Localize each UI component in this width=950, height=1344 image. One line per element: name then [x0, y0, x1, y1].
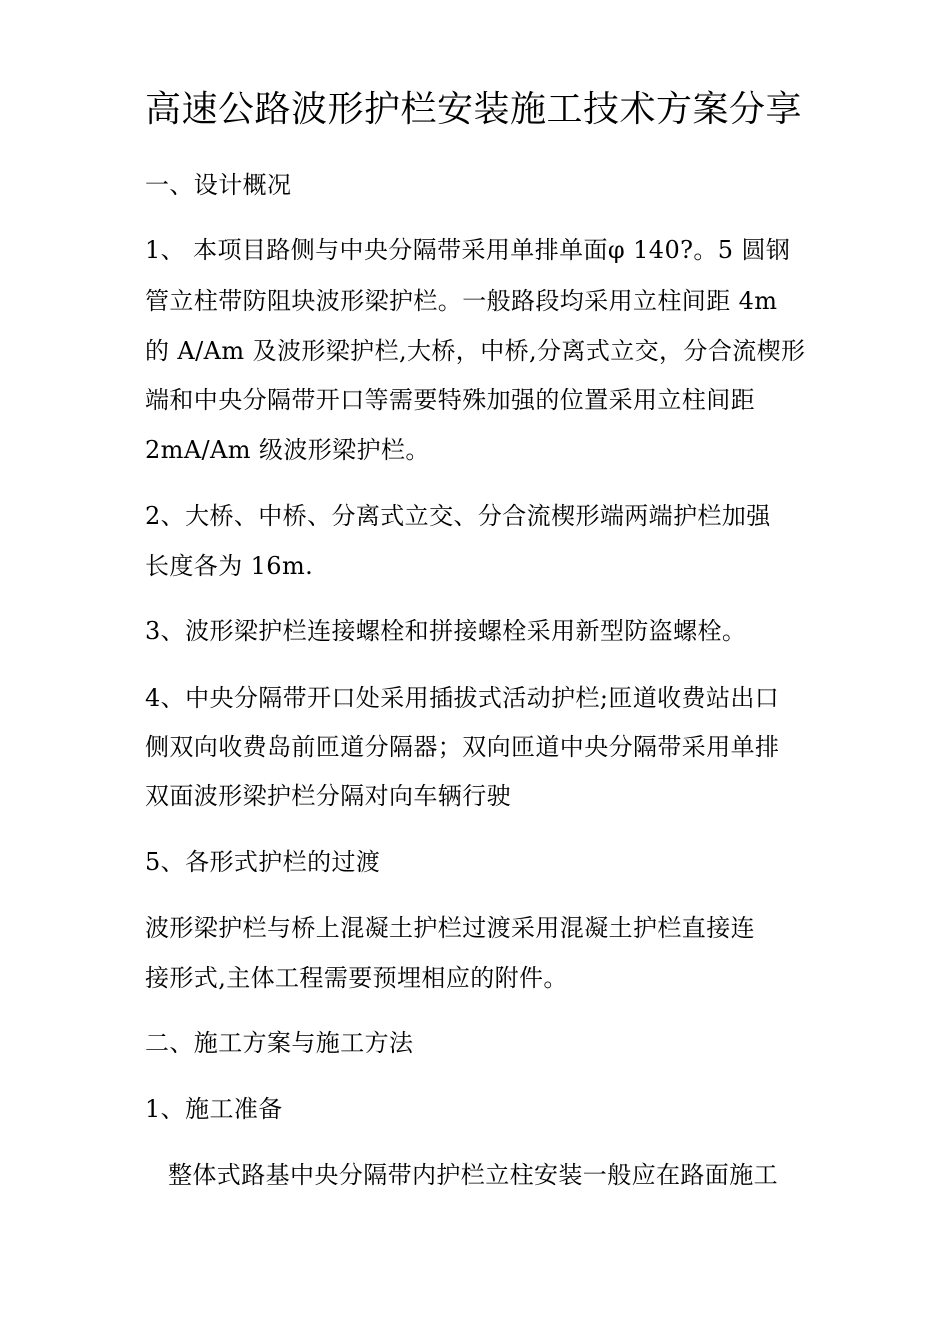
paragraph-line: 4、中央分隔带开口处采用插拔式活动护栏;匝道收费站出口	[145, 684, 780, 712]
paragraph-line: 双面波形梁护栏分隔对向车辆行驶	[145, 782, 511, 810]
paragraph-line: 1、 本项目路侧与中央分隔带采用单排单面φ 140?。5 圆钢	[145, 236, 791, 264]
paragraph-line: 2、大桥、中桥、分离式立交、分合流楔形端两端护栏加强	[145, 502, 771, 530]
paragraph-line: 接形式,主体工程需要预埋相应的附件。	[145, 964, 568, 992]
paragraph-line: 整体式路基中央分隔带内护栏立柱安装一般应在路面施工	[168, 1161, 778, 1189]
paragraph-line: 端和中央分隔带开口等需要特殊加强的位置采用立柱间距	[145, 386, 755, 414]
paragraph-line: 5、各形式护栏的过渡	[145, 848, 381, 876]
section-heading-construction-plan: 二、施工方案与施工方法	[145, 1029, 414, 1057]
paragraph-line: 3、波形梁护栏连接螺栓和拼接螺栓采用新型防盗螺栓。	[145, 617, 747, 645]
paragraph-line: 长度各为 16m.	[145, 552, 314, 580]
section-heading-design-overview: 一、设计概况	[145, 171, 292, 199]
subsection-heading-preparation: 1、施工准备	[145, 1095, 283, 1123]
paragraph-line: 管立柱带防阻块波形梁护栏。一般路段均采用立柱间距 4m	[145, 287, 778, 315]
paragraph-line: 2mA/Am 级波形梁护栏。	[145, 436, 430, 464]
paragraph-line: 波形梁护栏与桥上混凝土护栏过渡采用混凝土护栏直接连	[145, 914, 755, 942]
paragraph-line: 侧双向收费岛前匝道分隔器；双向匝道中央分隔带采用单排	[145, 733, 780, 761]
paragraph-line: 的 A/Am 及波形梁护栏,大桥，中桥,分离式立交，分合流楔形	[145, 337, 806, 365]
document-title: 高速公路波形护栏安装施工技术方案分享	[145, 89, 803, 130]
